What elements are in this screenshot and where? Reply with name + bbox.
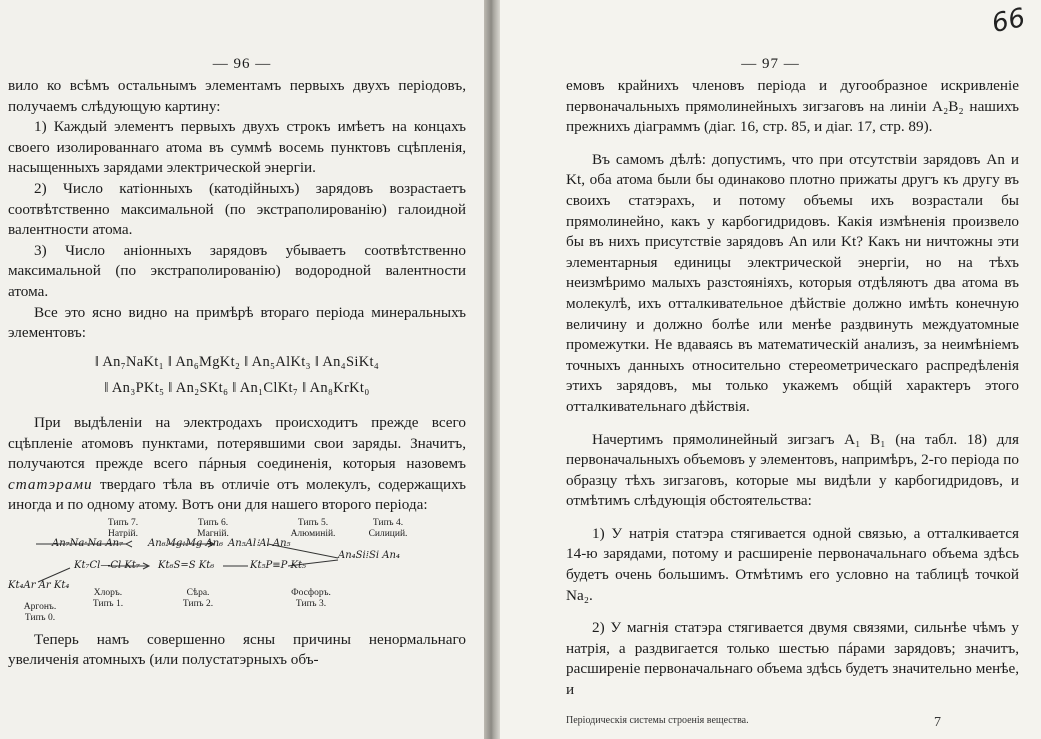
paragraph: Теперь намъ совершенно ясны причины ненормальнаго увеличенія атомныхъ (или полустатэрныхъ объ- — [8, 630, 466, 669]
formula-mg: An₆Mg:Mg An₆ — [148, 537, 224, 549]
paragraph: 3) Число аніонныхъ зарядовъ убываетъ соотвѣтственно максимальной (по экстраполированію) водородной валентности атома. — [8, 241, 466, 300]
paragraph: 2) У магнія статэра стягивается двумя связями, сильнѣе чѣмъ у натрія, а раздвигается только шестью пáрами зарядовъ; значитъ, расширеніе первоначальнаго объема здѣсь будетъ значительно менѣе, и — [566, 619, 1019, 699]
paragraph: Въ самомъ дѣлѣ: допустимъ, что при отсутствіи зарядовъ An и Kt, оба атома были бы одинаково плотно прижаты другъ къ другу въ своихъ статэрахъ, и потому объемы ихъ возрастали бы прямолинейно, какъ у карбогидридовъ. Какія измѣненія произвело бы въ нихъ присутствіе зарядовъ An или Kt? Какъ ни ничтожны эти элементарныя единицы электрической энергіи, но на тѣхъ неизмѣримо малыхъ разстояніяхъ, которыя отдѣляютъ два атома въ молекулѣ, ихъ отталкивательное дѣйствіе должно имѣть конечную величину и должно болѣе или менѣе раздвинуть междуатомные промежутки. Не вдаваясь въ математическій анализъ, за неимѣніемъ точныхъ данныхъ относительно стереометрическаго распредѣленія этихъ зарядовъ, мы только укажемъ общій характеръ этого отталкивательнаго дѣйствія. — [566, 150, 1019, 415]
page-number-left: — 96 — — [212, 56, 272, 72]
handwritten-page-mark: 66 — [989, 2, 1028, 40]
spacer — [566, 606, 1019, 618]
type7-label: Типъ 7. Натрій. — [107, 517, 139, 539]
paragraph: Начертимъ прямолинейный зигзагъ A₁ B₁ (на табл. 18) для первоначальныхъ объемовъ у элементовъ, напримѣръ, 2-го періода по образцу тѣхъ зигзаговъ, которые мы видѣли у карбогидридовъ, и отмѣтимъ слѣдующія обстоятельства: — [566, 430, 1019, 510]
page-number-right: — 97 — — [741, 56, 800, 72]
formula-al: An₅Al⁝Al An₅ — [228, 537, 291, 549]
type1-label: Хлоръ. Типъ 1. — [92, 587, 124, 609]
text-run: При выдѣленіи на электродахъ происходитъ прежде всего сцѣпленіе атомовъ пунктами, потерявшими свои заряды. Значитъ, получаются прежде всего пáрныя соединенія, которыя назовемъ — [8, 413, 466, 473]
paragraph: вило ко всѣмъ остальнымъ элементамъ первыхъ двухъ періодовъ, получаемъ слѣдующую картину: — [8, 77, 466, 115]
formula-row: ‖ An₇NaKt₁ ‖ An₆MgKt₂ ‖ An₅AlKt₃ ‖ An₄SiKt₄ — [94, 353, 380, 370]
formula-row: ‖ An₃PKt₅ ‖ An₂SKt₆ ‖ An₁ClKt₇ ‖ An₈KrKt₀ — [104, 380, 370, 397]
page-footer — [566, 715, 1019, 731]
type5-label: Типъ 5. Алюминій. — [290, 517, 336, 539]
paragraph: емовъ крайнихъ членовъ періода и дугообразное искривленіе первоначальныхъ прямолинейныхъ зигзаговъ на линіи A₂B₂ нашихъ прежнихъ діаграммъ (діаг. 16, стр. 85, и діаг. 17, стр. 89). — [566, 77, 1019, 136]
type6-label: Типъ 6. Магній. — [197, 517, 229, 539]
emphasis-term: статэрами — [8, 475, 93, 493]
right-page — [500, 0, 1041, 739]
text-run: твердаго тѣла въ отличіе отъ молекулъ, содержащихъ иногда и по одному атому. Вотъ они для нашего второго періода: — [8, 475, 466, 514]
paragraph: 1) Каждый элементъ первыхъ двухъ строкъ имѣетъ на концахъ своего изолированнаго атома въ суммѣ восемь пунктовъ сцѣпленія, насыщенныхъ зарядами электрической энергіи. — [8, 118, 466, 177]
left-page-text — [8, 76, 466, 671]
spacer — [566, 418, 1019, 430]
type2-label: Сѣра. Типъ 2. — [182, 587, 214, 609]
formula-ar: Kt₄Ar Ar Kt₄ — [8, 579, 70, 591]
paragraph — [8, 413, 466, 516]
right-page-text — [566, 76, 1019, 701]
book-gutter — [484, 0, 500, 739]
formula-cl: Kt₇Cl—Cl Kt₇ — [74, 559, 140, 571]
paragraph: Все это ясно видно на примѣрѣ втораго періода минеральныхъ элементовъ: — [8, 303, 466, 342]
type3-label: Фосфоръ. Типъ 3. — [291, 587, 331, 609]
type4-label: Типъ 4. Силиций. — [368, 517, 408, 539]
footer-signature-number: 7 — [934, 715, 941, 730]
formula-na: An₇Na·Na An₇ — [52, 537, 124, 549]
spacer — [566, 512, 1019, 524]
paragraph: 1) У натрія статэра стягивается одной связью, а отталкивается 14-ю зарядами, потому и расширеніе первоначальнаго объема здѣсь будетъ очень большимъ. Отмѣтимъ его условно на таблицѣ точкой Na₂. — [566, 524, 1019, 604]
formula-s: Kt₆S=S Kt₆ — [158, 559, 215, 571]
stater-diagram — [8, 518, 466, 644]
spacer — [566, 138, 1019, 150]
formula-p: Kt₅P≡P Kt₅ — [250, 559, 307, 571]
arrow-head — [126, 541, 132, 547]
formula-si: An₄Si⁞Si An₄ — [338, 549, 400, 561]
left-page — [0, 0, 484, 739]
type0-label: Аргонъ. Типъ 0. — [23, 601, 57, 623]
footer-title: Періодическія системы строенія вещества. — [566, 715, 749, 726]
paragraph: 2) Число катіонныхъ (катодійныхъ) зарядовъ возрастаетъ соотвѣтственно максимальной (по экстраполированію) галоидной валентности атома. — [8, 179, 466, 239]
